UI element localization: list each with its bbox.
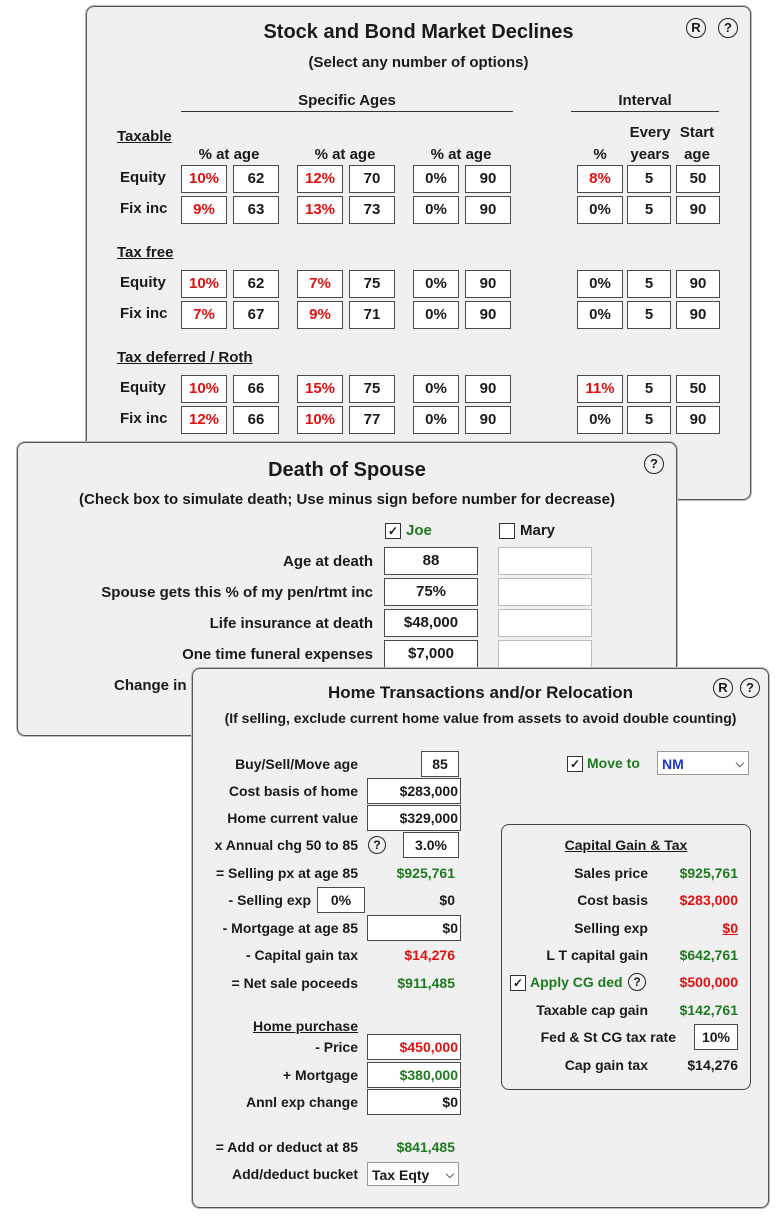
row-label: Equity bbox=[120, 274, 166, 291]
annual-change-input[interactable]: 3.0% bbox=[403, 832, 459, 858]
decline-cell-input[interactable]: 0% bbox=[413, 196, 459, 224]
help-icon[interactable]: ? bbox=[368, 836, 386, 854]
net-sale-proceeds-value: $911,485 bbox=[397, 975, 455, 991]
plus-mortgage-input[interactable]: $380,000 bbox=[367, 1062, 461, 1088]
home-transactions-panel bbox=[192, 668, 769, 1208]
selling-px-label: = Selling px at age 85 bbox=[215, 865, 358, 881]
decline-cell-input[interactable]: 63 bbox=[233, 196, 279, 224]
col-header-years: years bbox=[630, 146, 670, 163]
price-input[interactable]: $450,000 bbox=[367, 1034, 461, 1060]
row-label: Equity bbox=[120, 379, 166, 396]
decline-cell-input[interactable]: 0% bbox=[577, 301, 623, 329]
decline-cell-input[interactable]: 77 bbox=[349, 406, 395, 434]
mary-checkbox[interactable] bbox=[499, 523, 515, 539]
cg-lt-gain-label: L T capital gain bbox=[546, 947, 648, 963]
bucket-label: Add/deduct bucket bbox=[231, 1166, 358, 1182]
registered-icon[interactable]: R bbox=[686, 18, 706, 38]
home-purchase-heading: Home purchase bbox=[252, 1018, 358, 1034]
joe-funeral-expenses-input[interactable]: $7,000 bbox=[384, 640, 478, 668]
joe-checkbox[interactable]: ✓ bbox=[385, 523, 401, 539]
mary-label: Mary bbox=[520, 522, 556, 539]
decline-cell-input[interactable]: 7% bbox=[297, 270, 343, 298]
capital-gain-tax-label: - Capital gain tax bbox=[245, 947, 358, 963]
decline-cell-input[interactable]: 0% bbox=[413, 301, 459, 329]
move-to-dropdown[interactable] bbox=[657, 751, 749, 775]
chevron-down-icon: ⌵ bbox=[445, 1169, 454, 1181]
section-label-taxable: Taxable bbox=[117, 128, 172, 145]
decline-cell-input[interactable]: 12% bbox=[297, 165, 343, 193]
decline-cell-input[interactable]: 62 bbox=[233, 165, 279, 193]
row-label: Fix inc bbox=[120, 200, 168, 217]
cg-lt-gain-value: $642,761 bbox=[679, 947, 738, 963]
buy-sell-move-age-label: Buy/Sell/Move age bbox=[235, 756, 358, 772]
decline-cell-input[interactable]: 90 bbox=[465, 375, 511, 403]
registered-icon[interactable]: R bbox=[713, 678, 733, 698]
add-deduct-label: = Add or deduct at 85 bbox=[215, 1139, 358, 1155]
decline-cell-input[interactable]: 0% bbox=[413, 165, 459, 193]
decline-cell-input[interactable]: 11% bbox=[577, 375, 623, 403]
selling-px-value: $925,761 bbox=[396, 865, 455, 881]
decline-cell-input[interactable]: 0% bbox=[413, 375, 459, 403]
taxable-cap-gain-label: Taxable cap gain bbox=[536, 1002, 648, 1018]
buy-sell-move-age-input[interactable]: 85 bbox=[421, 751, 459, 777]
cost-basis-input[interactable]: $283,000 bbox=[367, 778, 461, 804]
col-header-pct: % bbox=[593, 146, 607, 163]
death-of-spouse-title: Death of Spouse bbox=[268, 459, 426, 481]
apply-cg-ded-value: $500,000 bbox=[679, 974, 738, 990]
decline-cell-input[interactable]: 10% bbox=[181, 375, 227, 403]
decline-cell-input[interactable]: 90 bbox=[676, 270, 720, 298]
specific-ages-heading: Specific Ages bbox=[298, 92, 396, 109]
decline-cell-input[interactable]: 90 bbox=[465, 165, 511, 193]
decline-cell-input[interactable]: 90 bbox=[676, 196, 720, 224]
cap-gain-tax-value: $14,276 bbox=[687, 1057, 738, 1073]
decline-cell-input[interactable]: 5 bbox=[627, 196, 671, 224]
cg-selling-exp-value: $0 bbox=[722, 920, 738, 936]
help-icon[interactable]: ? bbox=[628, 973, 646, 991]
cg-sales-price-label: Sales price bbox=[574, 865, 648, 881]
decline-cell-input[interactable]: 90 bbox=[465, 196, 511, 224]
help-icon[interactable]: ? bbox=[644, 454, 664, 474]
mary-age-at-death-input[interactable] bbox=[498, 547, 592, 575]
specific-ages-rule bbox=[181, 111, 513, 112]
net-sale-proceeds-label: = Net sale poceeds bbox=[231, 975, 358, 991]
decline-cell-input[interactable]: 5 bbox=[627, 406, 671, 434]
decline-cell-input[interactable]: 73 bbox=[349, 196, 395, 224]
add-deduct-value: $841,485 bbox=[396, 1139, 455, 1155]
chevron-down-icon: ⌵ bbox=[735, 758, 744, 770]
cg-tax-rate-input[interactable]: 10% bbox=[694, 1024, 738, 1050]
decline-cell-input[interactable]: 9% bbox=[181, 196, 227, 224]
mortgage-at-age-label: - Mortgage at age 85 bbox=[222, 920, 358, 936]
annl-exp-change-label: Annl exp change bbox=[245, 1094, 358, 1110]
selling-exp-value: $0 bbox=[439, 892, 455, 908]
decline-cell-input[interactable]: 0% bbox=[413, 406, 459, 434]
cg-tax-rate-label: Fed & St CG tax rate bbox=[540, 1029, 676, 1045]
selling-exp-pct-input[interactable]: 0% bbox=[317, 887, 365, 913]
market-declines-title: Stock and Bond Market Declines bbox=[263, 21, 574, 43]
decline-cell-input[interactable]: 90 bbox=[465, 301, 511, 329]
joe-label: Joe bbox=[406, 522, 432, 539]
decline-cell-input[interactable]: 90 bbox=[465, 270, 511, 298]
interval-heading: Interval bbox=[618, 92, 672, 109]
move-to-checkbox[interactable]: ✓ bbox=[567, 756, 583, 772]
decline-cell-input[interactable]: 0% bbox=[577, 270, 623, 298]
mary-life-insurance-input[interactable] bbox=[498, 609, 592, 637]
decline-cell-input[interactable]: 5 bbox=[627, 270, 671, 298]
plus-mortgage-label: + Mortgage bbox=[282, 1067, 358, 1083]
decline-cell-input[interactable]: 10% bbox=[181, 270, 227, 298]
spouse-pct-label: Spouse gets this % of my pen/rtmt inc bbox=[101, 584, 373, 601]
interval-rule bbox=[571, 111, 719, 112]
col-header-pct-at-age-2: % at age bbox=[314, 146, 376, 163]
capital-gain-panel bbox=[501, 824, 751, 1090]
col-header-age: age bbox=[684, 146, 710, 163]
mary-spouse-pct-input[interactable] bbox=[498, 578, 592, 606]
decline-cell-input[interactable]: 75 bbox=[349, 270, 395, 298]
cg-sales-price-value: $925,761 bbox=[679, 865, 738, 881]
bucket-dropdown-value: Tax Eqty bbox=[372, 1167, 430, 1183]
row-label: Fix inc bbox=[120, 305, 168, 322]
decline-cell-input[interactable]: 0% bbox=[577, 196, 623, 224]
joe-age-at-death-input[interactable]: 88 bbox=[384, 547, 478, 575]
col-header-every: Every bbox=[629, 124, 671, 141]
decline-cell-input[interactable]: 67 bbox=[233, 301, 279, 329]
col-header-pct-at-age-3: % at age bbox=[430, 146, 492, 163]
decline-cell-input[interactable]: 50 bbox=[676, 165, 720, 193]
cap-gain-tax-label: Cap gain tax bbox=[564, 1057, 648, 1073]
decline-cell-input[interactable]: 10% bbox=[297, 406, 343, 434]
home-transactions-subtitle: (If selling, exclude current home value from assets to avoid double counting) bbox=[224, 710, 737, 726]
decline-cell-input[interactable]: 13% bbox=[297, 196, 343, 224]
decline-cell-input[interactable]: 12% bbox=[181, 406, 227, 434]
decline-cell-input[interactable]: 5 bbox=[627, 301, 671, 329]
funeral-expenses-label: One time funeral expenses bbox=[182, 646, 373, 663]
decline-cell-input[interactable]: 5 bbox=[627, 165, 671, 193]
market-declines-subtitle: (Select any number of options) bbox=[308, 54, 529, 71]
decline-cell-input[interactable]: 70 bbox=[349, 165, 395, 193]
decline-cell-input[interactable]: 0% bbox=[577, 406, 623, 434]
selling-exp-label: - Selling exp bbox=[228, 892, 311, 908]
decline-cell-input[interactable]: 8% bbox=[577, 165, 623, 193]
row-label: Equity bbox=[120, 169, 166, 186]
capital-gain-tax-value: $14,276 bbox=[404, 947, 455, 963]
death-of-spouse-subtitle: (Check box to simulate death; Use minus sign before number for decrease) bbox=[79, 491, 615, 508]
col-header-start: Start bbox=[679, 124, 715, 141]
change-in-label: Change in bbox=[114, 677, 187, 694]
apply-cg-ded-checkbox[interactable]: ✓ bbox=[510, 975, 526, 991]
bucket-dropdown[interactable] bbox=[367, 1162, 459, 1186]
help-icon[interactable]: ? bbox=[740, 678, 760, 698]
cost-basis-label: Cost basis of home bbox=[228, 783, 358, 799]
decline-cell-input[interactable]: 9% bbox=[297, 301, 343, 329]
age-at-death-label: Age at death bbox=[282, 553, 373, 570]
decline-cell-input[interactable]: 66 bbox=[233, 406, 279, 434]
decline-cell-input[interactable]: 0% bbox=[413, 270, 459, 298]
decline-cell-input[interactable]: 50 bbox=[676, 375, 720, 403]
capital-gain-heading: Capital Gain & Tax bbox=[564, 837, 688, 853]
decline-cell-input[interactable]: 66 bbox=[233, 375, 279, 403]
decline-cell-input[interactable]: 62 bbox=[233, 270, 279, 298]
decline-cell-input[interactable]: 90 bbox=[465, 406, 511, 434]
taxable-cap-gain-value: $142,761 bbox=[679, 1002, 738, 1018]
row-label: Fix inc bbox=[120, 410, 168, 427]
market-declines-panel bbox=[86, 6, 751, 500]
decline-cell-input[interactable]: 75 bbox=[349, 375, 395, 403]
decline-cell-input[interactable]: 71 bbox=[349, 301, 395, 329]
home-current-value-input[interactable]: $329,000 bbox=[367, 805, 461, 831]
move-to-dropdown-value: NM bbox=[662, 756, 684, 772]
decline-cell-input[interactable]: 90 bbox=[676, 301, 720, 329]
life-insurance-label: Life insurance at death bbox=[209, 615, 373, 632]
home-current-value-label: Home current value bbox=[227, 810, 358, 826]
help-icon[interactable]: ? bbox=[718, 18, 738, 38]
cg-cost-basis-value: $283,000 bbox=[679, 892, 738, 908]
price-label: - Price bbox=[315, 1039, 358, 1055]
annl-exp-change-input[interactable]: $0 bbox=[367, 1089, 461, 1115]
mortgage-at-age-input[interactable]: $0 bbox=[367, 915, 461, 941]
mary-funeral-expenses-input[interactable] bbox=[498, 640, 592, 668]
col-header-pct-at-age-1: % at age bbox=[198, 146, 260, 163]
home-transactions-title: Home Transactions and/or Relocation bbox=[327, 683, 634, 702]
section-label-tax-deferred: Tax deferred / Roth bbox=[117, 349, 253, 366]
apply-cg-ded-label: Apply CG ded bbox=[530, 974, 623, 990]
joe-spouse-pct-input[interactable]: 75% bbox=[384, 578, 478, 606]
decline-cell-input[interactable]: 15% bbox=[297, 375, 343, 403]
decline-cell-input[interactable]: 7% bbox=[181, 301, 227, 329]
move-to-label: Move to bbox=[587, 755, 640, 771]
joe-life-insurance-input[interactable]: $48,000 bbox=[384, 609, 478, 637]
annual-change-label: x Annual chg 50 to 85 bbox=[214, 837, 358, 853]
decline-cell-input[interactable]: 10% bbox=[181, 165, 227, 193]
section-label-tax-free: Tax free bbox=[117, 244, 174, 261]
cg-cost-basis-label: Cost basis bbox=[577, 892, 648, 908]
decline-cell-input[interactable]: 5 bbox=[627, 375, 671, 403]
cg-selling-exp-label: Selling exp bbox=[574, 920, 648, 936]
decline-cell-input[interactable]: 90 bbox=[676, 406, 720, 434]
